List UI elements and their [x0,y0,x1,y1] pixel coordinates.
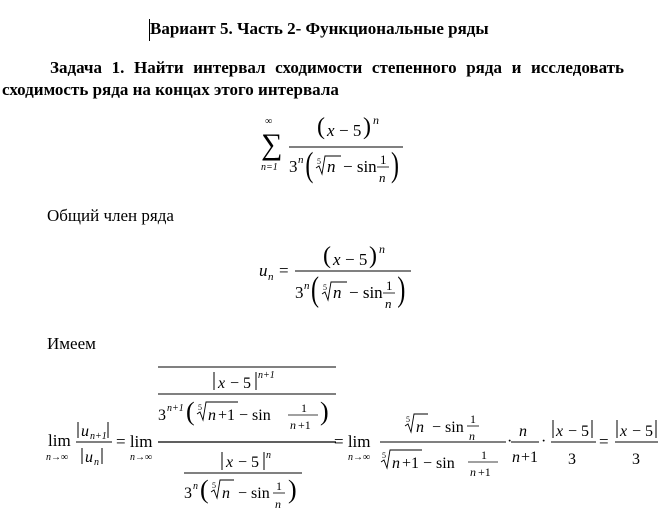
svg-text:3: 3 [289,157,298,176]
sum-lower-limit: n=1 [261,162,278,173]
svg-text:(: ( [311,271,320,309]
svg-text:3: 3 [568,451,576,468]
svg-text:x: x [327,121,335,140]
sum-sign: ∑ [261,128,283,161]
svg-text:n: n [193,481,198,492]
svg-text:n: n [392,455,400,472]
svg-text:n: n [94,457,99,468]
svg-text:n: n [385,296,392,311]
svg-text:3: 3 [295,283,304,302]
sum-upper-limit: ∞ [265,116,273,127]
svg-text:n→∞: n→∞ [348,452,371,463]
svg-text:5: 5 [382,451,386,460]
svg-text:n: n [298,154,304,166]
svg-text:=: = [279,261,289,280]
svg-text:+1 − sin: +1 − sin [402,455,455,472]
svg-text:n: n [266,450,271,461]
ratio-limit-formula [44,366,659,514]
svg-text:n: n [208,407,216,424]
svg-text:+1: +1 [298,418,311,432]
svg-text:= lim: = lim [116,432,153,451]
svg-text:(: ( [323,243,331,269]
svg-text:− 5: − 5 [632,423,654,440]
svg-text:n: n [268,271,274,283]
svg-text:x: x [333,250,341,269]
svg-text:): ) [288,475,297,504]
svg-text:u: u [81,423,89,440]
svg-text:− sin: − sin [349,283,383,302]
svg-text:+1: +1 [478,465,491,479]
svg-text:n: n [327,157,336,176]
svg-text:n: n [512,449,520,466]
svg-text:): ) [369,243,377,269]
svg-text:1: 1 [470,412,476,426]
svg-text:u: u [85,449,93,466]
svg-text:+1: +1 [521,449,539,466]
svg-text:n: n [373,114,379,127]
svg-text:5: 5 [323,283,327,292]
svg-text:n: n [222,485,230,502]
svg-text:1: 1 [481,448,487,462]
svg-text:): ) [320,397,329,426]
svg-text:n+1: n+1 [90,431,107,442]
svg-text:− sin: − sin [432,419,464,436]
svg-text:u: u [259,261,268,280]
svg-text:): ) [391,147,400,185]
svg-text:− sin: − sin [343,157,377,176]
svg-text:− 5: − 5 [238,454,260,471]
svg-text:(: ( [186,397,195,426]
svg-text:5: 5 [212,481,216,490]
svg-text:3: 3 [632,451,640,468]
svg-text:3: 3 [184,485,192,502]
svg-text:n→∞: n→∞ [130,452,153,463]
svg-text:n: n [275,497,281,511]
svg-text:1: 1 [380,152,387,167]
svg-text:x: x [218,375,226,392]
svg-text:x: x [620,423,628,440]
svg-text:− 5: − 5 [345,250,368,269]
svg-text:− 5: − 5 [339,121,362,140]
page-title: Вариант 5. Часть 2- Функциональные ряды [150,19,489,38]
svg-text:− sin: − sin [238,485,270,502]
paren-close: ) [363,114,371,140]
general-term-formula [255,243,425,321]
svg-text:= lim: = lim [334,432,371,451]
svg-text:x: x [556,423,564,440]
svg-text:5: 5 [317,157,321,166]
svg-text:n+1: n+1 [258,370,275,381]
we-have-label: Имеем [47,334,96,353]
svg-text:n+1: n+1 [167,403,184,414]
svg-text:(: ( [305,147,314,185]
svg-text:+1 − sin: +1 − sin [218,407,271,424]
svg-text:·: · [507,433,513,450]
svg-text:n: n [416,419,424,436]
svg-text:− 5: − 5 [568,423,590,440]
svg-text:n: n [333,283,342,302]
series-formula [255,114,415,192]
svg-text:n→∞: n→∞ [46,452,69,463]
svg-text:5: 5 [406,415,410,424]
svg-text:1: 1 [386,278,393,293]
svg-text:n: n [379,170,386,185]
svg-text:(: ( [200,475,209,504]
svg-text:lim: lim [48,431,71,450]
task-statement: Задача 1. Найти интервал сходимости степенного ряда и исследовать сходимость ряда на концах этого интервала [2,58,624,99]
svg-text:n: n [379,243,385,256]
svg-text:n: n [290,418,296,432]
svg-text:=: = [599,432,609,451]
svg-text:n: n [470,465,476,479]
paren-open: ( [317,114,325,140]
svg-text:3: 3 [158,407,166,424]
svg-text:): ) [397,271,406,309]
svg-text:5: 5 [198,403,202,412]
svg-text:1: 1 [276,479,282,493]
general-term-label: Общий член ряда [47,206,174,225]
svg-text:·: · [541,433,547,450]
svg-text:n: n [519,423,527,440]
svg-text:x: x [226,454,234,471]
svg-text:− 5: − 5 [230,375,252,392]
svg-text:1: 1 [301,401,307,415]
svg-text:n: n [304,280,310,292]
svg-text:n: n [469,429,475,443]
